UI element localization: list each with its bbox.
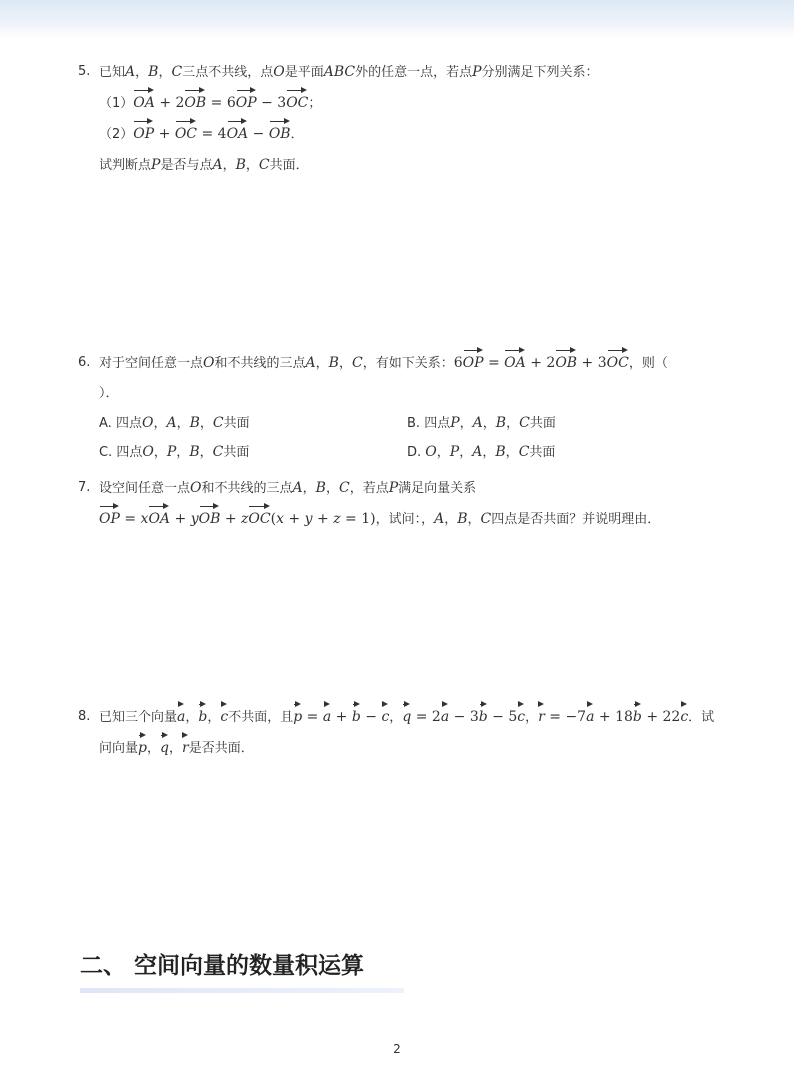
sub-question-2: （2）OP + OC = 4OA − OB． — [99, 119, 718, 150]
answer-options — [99, 409, 718, 467]
option-b[interactable]: B. 四点P，A，B，C共面 — [407, 415, 556, 431]
question-body — [99, 57, 718, 181]
question-number: 7. — [78, 480, 91, 495]
header-band — [0, 0, 794, 38]
question-stem: 已知A，B，C三点不共线，点O是平面ABC外的任意一点，若点P分别满足下列关系： — [99, 64, 599, 80]
question-stem: 设空间任意一点O和不共线的三点A，B，C，若点P满足向量关系 OP = xOA + yOB + zOC(x + y + z = 1)，试问：，A，B，C四点是否共面？并说明理由． — [99, 480, 661, 527]
question-ask: 试判断点P是否与点A，B，C共面． — [99, 157, 309, 173]
question-8 — [78, 702, 718, 764]
question-6 — [78, 348, 718, 467]
question-stem: 对于空间任意一点O和不共线的三点A，B，C，有如下关系：6OP = OA + 2OB + 3OC，则（ ）． — [99, 348, 718, 409]
question-5 — [78, 57, 718, 181]
sub-question-1: （1）OA + 2OB = 6OP − 3OC； — [99, 88, 718, 119]
question-7 — [78, 473, 718, 535]
question-stem: 已知三个向量a，b，c不共面，且p = a + b − c，q = 2a − 3b − 5c，r = −7a + 18b + 22c．试 问向量p，q，r是否共面． — [99, 702, 718, 764]
option-a[interactable]: A. 四点O，A，B，C共面 — [99, 415, 250, 431]
option-d[interactable]: D. O，P，A，B，C共面 — [407, 444, 556, 460]
option-c[interactable]: C. 四点O，P，B，C共面 — [99, 444, 250, 460]
question-number: 8. — [78, 709, 91, 724]
section-underline — [80, 988, 404, 993]
question-number: 5. — [78, 64, 91, 79]
section-heading: 二、 空间向量的数量积运算 — [80, 953, 365, 979]
question-number: 6. — [78, 355, 91, 370]
page-number: 2 — [393, 1042, 401, 1056]
